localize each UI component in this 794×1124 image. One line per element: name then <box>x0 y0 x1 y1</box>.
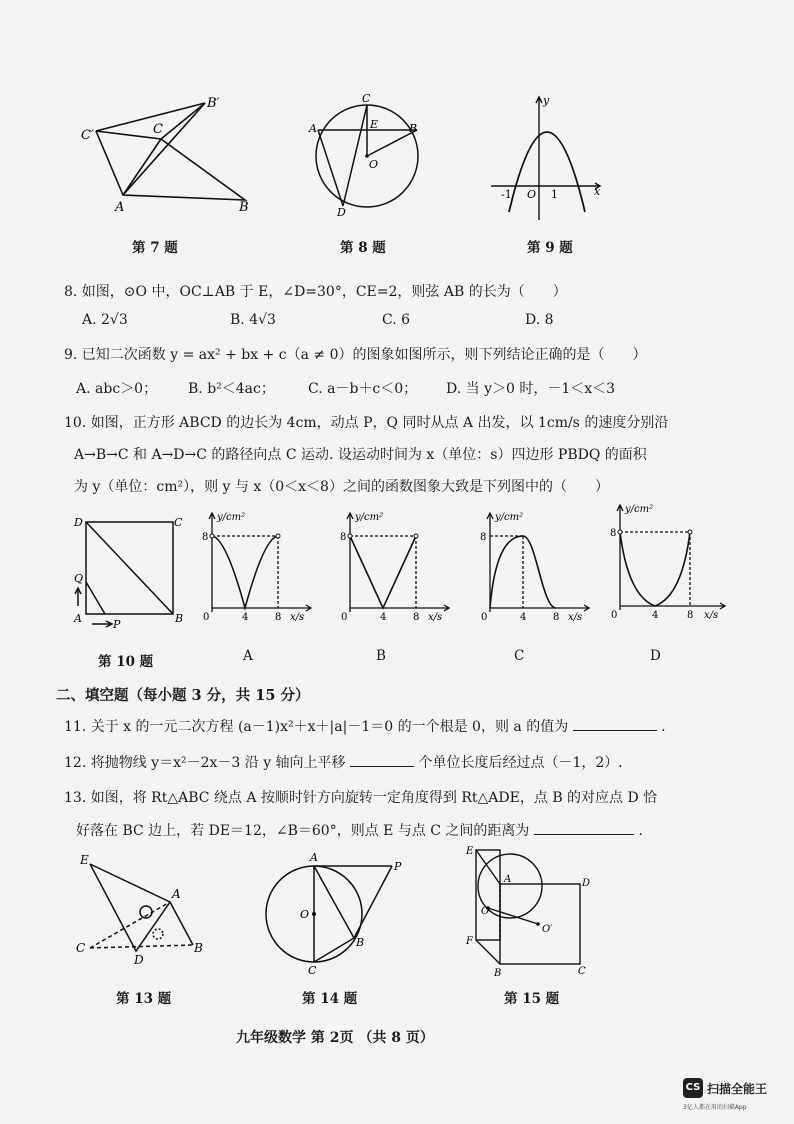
fig7-label: B′ <box>207 96 220 111</box>
fig10-label: C <box>174 516 183 529</box>
graph-option-a-label: A <box>243 648 253 664</box>
fig9-label: 1 <box>551 188 558 201</box>
graph-option-c-label: C <box>514 648 525 664</box>
q13-answer-blank[interactable] <box>534 820 634 835</box>
tick-label: 8 <box>202 532 209 543</box>
fig9-label: -1 <box>501 188 512 201</box>
axis-label: y/cm² <box>355 512 384 523</box>
figure-9 <box>487 92 609 227</box>
figure-7 <box>75 95 250 213</box>
tick-label: 4 <box>242 612 249 623</box>
tick-label: 4 <box>652 610 659 621</box>
q8-option-c: C. 6 <box>382 312 411 328</box>
fig8-label: O <box>369 158 379 171</box>
q9-option-a: A. abc＞0； <box>76 381 158 397</box>
fig9-label: y <box>543 94 550 107</box>
fig15-label: O′ <box>542 924 553 935</box>
scanner-app-name: 扫描全能王 <box>707 1082 768 1096</box>
fig9-caption: 第 9 题 <box>527 240 573 256</box>
graph-option-d <box>606 500 730 624</box>
fig8-label: C <box>362 92 371 105</box>
tick-label: 8 <box>413 612 420 623</box>
fig10-label: B <box>175 612 184 625</box>
q10-line2: A→B→C 和 A→D→C 的路径向点 C 运动. 设运动时间为 x（单位：s）四边形 PBDQ 的面积 <box>74 447 647 463</box>
fig7-label: C′ <box>81 128 94 143</box>
fig14-caption: 第 14 题 <box>302 991 358 1007</box>
tick-label: 0 <box>611 610 618 621</box>
q12-answer-blank[interactable] <box>350 752 414 767</box>
fig15-label: A <box>504 874 512 885</box>
q11-tail: . <box>661 719 666 735</box>
graph-option-c <box>476 508 594 626</box>
tick-label: 4 <box>520 612 527 623</box>
q12-tail: 个单位长度后经过点（－1，2）. <box>418 755 623 771</box>
figure-13 <box>72 848 212 966</box>
fig15-label: B <box>494 968 502 979</box>
fig14-label: A <box>310 851 318 864</box>
fig7-label: C <box>153 122 163 137</box>
fig13-label: E <box>80 853 89 867</box>
tick-label: 8 <box>610 528 617 539</box>
fig15-label: C <box>578 966 586 977</box>
fig14-label: O <box>300 908 310 921</box>
graph-option-a <box>198 508 316 626</box>
q8-option-a: A. 2√3 <box>82 312 128 328</box>
fig7-label: B <box>239 200 249 213</box>
fig8-label: A <box>309 122 317 135</box>
q9-option-b: B. b²＜4ac； <box>188 381 275 397</box>
q10-line1: 10. 如图，正方形 ABCD 的边长为 4cm，动点 P，Q 同时从点 A 出发，以 1cm/s 的速度分别沿 <box>64 415 669 431</box>
section-heading: 二、填空题（每小题 3 分，共 15 分） <box>56 687 310 704</box>
figure-8 <box>305 92 425 220</box>
fig7-label: A <box>115 200 125 213</box>
q8-option-d: D. 8 <box>525 312 554 328</box>
fig13-caption: 第 13 题 <box>116 991 172 1007</box>
axis-label: y/cm² <box>217 512 246 523</box>
q9-option-d: D. 当 y＞0 时，－1＜x＜3 <box>446 381 616 397</box>
figure-15 <box>460 842 596 980</box>
tick-label: 0 <box>203 612 210 623</box>
tick-label: 8 <box>553 612 560 623</box>
q12 <box>64 752 623 772</box>
q11 <box>64 716 666 736</box>
fig10-label: P <box>113 618 121 630</box>
q13-tail: . <box>638 823 643 839</box>
q11-text: 11. 关于 x 的一元二次方程 (a－1)x²＋x＋|a|－1＝0 的一个根是 0，则 a 的值为 <box>64 719 569 735</box>
graph-option-b <box>336 508 454 626</box>
tick-label: 4 <box>380 612 387 623</box>
axis-label: x/s <box>704 610 719 621</box>
q12-text: 12. 将抛物线 y＝x²－2x－3 沿 y 轴向上平移 <box>64 755 346 771</box>
tick-label: 0 <box>341 612 348 623</box>
fig15-label: O <box>481 906 490 917</box>
axis-label: y/cm² <box>625 504 654 515</box>
graph-option-b-label: B <box>376 648 386 664</box>
axis-label: y/cm² <box>495 512 524 523</box>
fig9-label: O <box>527 188 537 201</box>
fig13-label: D <box>134 953 144 966</box>
tick-label: 8 <box>480 532 487 543</box>
fig15-label: F <box>466 936 473 947</box>
axis-label: x/s <box>290 612 305 623</box>
fig9-label: x <box>594 185 601 198</box>
fig13-label: A <box>172 887 181 901</box>
tick-label: 8 <box>340 532 347 543</box>
axis-label: x/s <box>568 612 583 623</box>
graph-option-d-label: D <box>650 648 661 664</box>
fig8-caption: 第 8 题 <box>340 240 386 256</box>
q13-line1: 13. 如图，将 Rt△ABC 绕点 A 按顺时针方向旋转一定角度得到 Rt△ADE，点 B 的对应点 D 恰 <box>64 790 658 806</box>
scanner-logo-icon: CS <box>683 1078 703 1098</box>
fig8-label: E <box>370 118 379 131</box>
fig14-label: B <box>356 936 365 949</box>
scanner-watermark <box>683 1078 787 1118</box>
fig7-caption: 第 7 题 <box>132 240 178 256</box>
q8-option-b: B. 4√3 <box>230 312 276 328</box>
figure-14 <box>262 848 412 980</box>
fig10-label: D <box>74 516 83 529</box>
tick-label: 8 <box>687 610 694 621</box>
q8-stem: 8. 如图，⊙O 中，OC⊥AB 于 E，∠D=30°，CE=2，则弦 AB 的长为（ ） <box>64 284 567 300</box>
axis-label: x/s <box>428 612 443 623</box>
fig15-caption: 第 15 题 <box>504 991 560 1007</box>
q13-line2: 好落在 BC 边上，若 DE＝12，∠B＝60°，则点 E 与点 C 之间的距离为 <box>76 823 530 839</box>
fig13-label: C <box>76 941 86 955</box>
fig8-label: B <box>409 122 418 135</box>
tick-label: 0 <box>481 612 488 623</box>
fig10-caption: 第 10 题 <box>98 654 154 670</box>
q13-line2-wrap <box>76 820 643 840</box>
scanner-tagline: 3亿人都在用的扫描App <box>683 1104 747 1111</box>
tick-label: 8 <box>275 612 282 623</box>
q9-stem: 9. 已知二次函数 y = ax² + bx + c（a ≠ 0）的图象如图所示，则下列结论正确的是（ ） <box>64 347 647 363</box>
fig15-label: D <box>582 878 591 889</box>
q10-line3: 为 y（单位：cm²），则 y 与 x（0＜x＜8）之间的函数图象大致是下列图中的（ ） <box>74 479 609 495</box>
fig15-label: E <box>466 846 474 857</box>
fig13-label: B <box>194 941 203 955</box>
fig8-label: D <box>337 206 346 219</box>
fig10-label: Q <box>74 572 84 585</box>
fig14-label: P <box>394 860 402 873</box>
figure-10-square <box>70 510 190 630</box>
fig14-label: C <box>308 964 317 977</box>
q11-answer-blank[interactable] <box>573 716 657 731</box>
page-footer: 九年级数学 第 2页 （共 8 页） <box>236 1030 434 1046</box>
fig10-label: A <box>74 612 82 625</box>
q9-option-c: C. a－b＋c＜0； <box>308 381 418 397</box>
